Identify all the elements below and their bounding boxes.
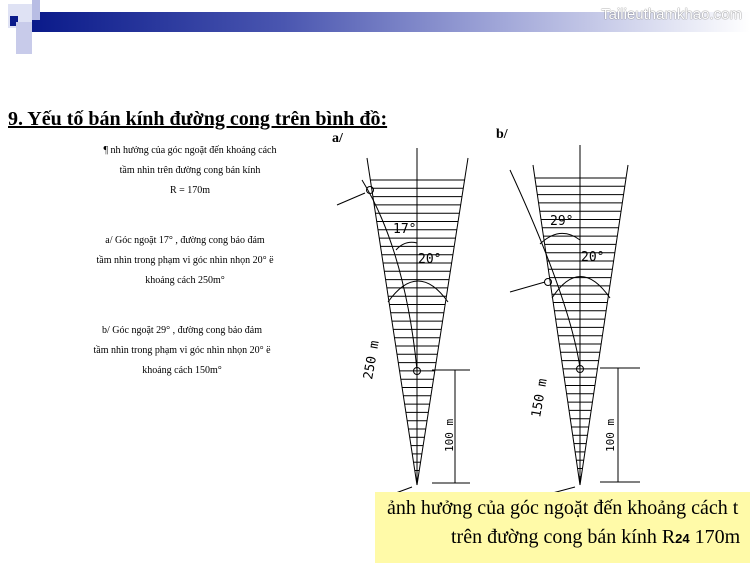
turn-angle-b: 29° bbox=[550, 214, 574, 229]
extension-line bbox=[337, 193, 365, 205]
view-angle-b: 20° bbox=[581, 250, 605, 265]
distance-a: 250 m bbox=[361, 339, 383, 381]
offset-a: 100 m bbox=[443, 418, 456, 452]
offset-b: 100 m bbox=[604, 418, 617, 452]
note-line: tầm nhìn trong phạm vi góc nhìn nhọn 20° ë bbox=[93, 345, 271, 356]
note-line: a/ Góc ngoặt 17° , đường cong bảo đảm bbox=[105, 235, 265, 246]
note-line: ¶ nh hưởng của góc ngoặt đến khoảng cách bbox=[103, 145, 277, 156]
caption-text: 170m bbox=[689, 526, 741, 548]
note-line: b/ Góc ngoặt 29° , đường cong bảo đảm bbox=[102, 325, 262, 336]
diagram-a-label: a/ bbox=[332, 131, 343, 146]
note-line: khoảng cách 150m° bbox=[142, 365, 222, 376]
caption-box bbox=[375, 492, 750, 563]
view-angle-arc bbox=[388, 281, 448, 302]
turn-angle-a: 17° bbox=[393, 222, 417, 237]
note-line: khoảng cách 250m° bbox=[145, 275, 225, 286]
note-line: tầm nhìn trên đường cong bán kính bbox=[119, 165, 261, 176]
note-line: tầm nhìn trong phạm vi góc nhìn nhọn 20° ë bbox=[96, 255, 274, 266]
turn-angle-arc bbox=[540, 233, 580, 244]
caption-text: trên đường cong bán kính R bbox=[451, 526, 676, 548]
watermark: Tailieuthamkhao.com bbox=[601, 6, 742, 23]
distance-b: 150 m bbox=[529, 377, 551, 419]
page-number: 24 bbox=[675, 531, 690, 546]
view-angle-a: 20° bbox=[418, 252, 442, 267]
cone-edge bbox=[533, 165, 580, 485]
caption-line-2 bbox=[375, 523, 750, 553]
caption-line-1: ảnh hưởng của góc ngoặt đến khoảng cách t bbox=[387, 497, 739, 519]
note-line: R = 170m bbox=[169, 185, 211, 196]
diagram-b-label: b/ bbox=[496, 127, 508, 142]
slide-title: 9. Yếu tố bán kính đường cong trên bình đồ: bbox=[8, 108, 388, 130]
extension-line bbox=[510, 282, 545, 292]
